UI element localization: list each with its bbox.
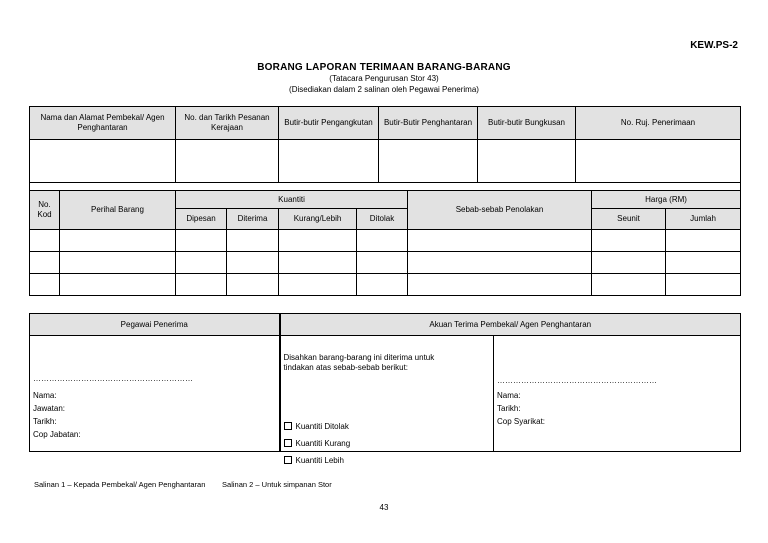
signature-line: …………………………………………………… — [497, 376, 657, 385]
label-r-tarikh: Tarikh: — [497, 404, 521, 413]
input-bungkusan[interactable] — [478, 140, 576, 183]
cell[interactable] — [592, 274, 666, 296]
cell[interactable] — [279, 230, 357, 252]
input-nama-alamat[interactable] — [30, 140, 176, 183]
header-akuan-terima: Akuan Terima Pembekal/ Agen Penghantaran — [280, 314, 741, 336]
header-no-kod: No. Kod — [30, 191, 60, 230]
input-penghantaran[interactable] — [379, 140, 478, 183]
cell[interactable] — [279, 252, 357, 274]
cell[interactable] — [30, 230, 60, 252]
header-pesanan: No. dan Tarikh Pesanan Kerajaan — [176, 107, 279, 140]
checkbox-icon[interactable] — [284, 439, 292, 447]
header-seunit: Seunit — [592, 209, 666, 230]
cell[interactable] — [592, 230, 666, 252]
form-code: KEW.PS-2 — [690, 40, 738, 51]
label-cop-jabatan: Cop Jabatan: — [33, 430, 81, 439]
cell[interactable] — [357, 230, 408, 252]
input-pesanan[interactable] — [176, 140, 279, 183]
header-diterima: Diterima — [227, 209, 279, 230]
cell[interactable] — [176, 230, 227, 252]
header-ditolak: Ditolak — [357, 209, 408, 230]
header-harga: Harga (RM) — [592, 191, 741, 209]
form-subtitle-1: (Tatacara Pengurusan Stor 43) — [329, 74, 439, 83]
disahkan-line-1: Disahkan barang-barang ini diterima untuk — [283, 353, 435, 362]
cell[interactable] — [408, 230, 592, 252]
goods-table-top-strip — [30, 183, 741, 191]
cell[interactable] — [176, 274, 227, 296]
label-kuantiti-ditolak: Kuantiti Ditolak — [295, 422, 349, 431]
pegawai-penerima-panel[interactable] — [30, 336, 280, 452]
cell[interactable] — [30, 252, 60, 274]
header-dipesan: Dipesan — [176, 209, 227, 230]
cell[interactable] — [592, 252, 666, 274]
input-pengangkutan[interactable] — [279, 140, 379, 183]
input-ruj-penerimaan[interactable] — [576, 140, 741, 183]
label-cop-syarikat: Cop Syarikat: — [497, 417, 546, 426]
header-nama-alamat: Nama dan Alamat Pembekal/ Agen Penghantaran — [30, 107, 176, 140]
label-kuantiti-lebih: Kuantiti Lebih — [295, 456, 344, 465]
cell[interactable] — [227, 274, 279, 296]
cell[interactable] — [666, 230, 741, 252]
supplier-details-table — [29, 106, 741, 183]
cell[interactable] — [60, 274, 176, 296]
cell[interactable] — [60, 252, 176, 274]
header-pegawai-penerima: Pegawai Penerima — [30, 314, 280, 336]
table-row — [30, 274, 741, 296]
label-r-nama: Nama: — [497, 391, 521, 400]
cell[interactable] — [408, 274, 592, 296]
option-kuantiti-ditolak[interactable] — [284, 418, 351, 435]
cell[interactable] — [666, 252, 741, 274]
table-row — [30, 252, 741, 274]
cell[interactable] — [227, 230, 279, 252]
disahkan-line-2: tindakan atas sebab-sebab berikut: — [283, 363, 409, 372]
header-bungkusan: Butir-butir Bungkusan — [478, 107, 576, 140]
cell[interactable] — [176, 252, 227, 274]
disahkan-panel[interactable] — [280, 336, 494, 465]
copies-footer: Salinan 1 – Kepada Pembekal/ Agen Penghantaran Salinan 2 – Untuk simpanan Stor — [34, 480, 332, 489]
table-row — [30, 230, 741, 252]
supplier-signature-panel[interactable] — [494, 336, 741, 452]
option-kuantiti-lebih[interactable] — [284, 452, 351, 469]
header-ruj-penerimaan: No. Ruj. Penerimaan — [576, 107, 741, 140]
header-jumlah: Jumlah — [666, 209, 741, 230]
checkbox-icon[interactable] — [284, 422, 292, 430]
signature-line: …………………………………………………… — [33, 374, 193, 383]
cell[interactable] — [357, 274, 408, 296]
header-kurang-lebih: Kurang/Lebih — [279, 209, 357, 230]
form-subtitle-2: (Disediakan dalam 2 salinan oleh Pegawai Penerima) — [289, 85, 479, 94]
goods-table — [29, 182, 741, 296]
label-nama: Nama: — [33, 391, 57, 400]
cell[interactable] — [408, 252, 592, 274]
header-pengangkutan: Butir-butir Pengangkutan — [279, 107, 379, 140]
cell[interactable] — [666, 274, 741, 296]
header-sebab: Sebab-sebab Penolakan — [408, 191, 592, 230]
cell[interactable] — [60, 230, 176, 252]
header-kuantiti: Kuantiti — [176, 191, 408, 209]
label-jawatan: Jawatan: — [33, 404, 66, 413]
option-kuantiti-kurang[interactable] — [284, 435, 351, 452]
header-perihal: Perihal Barang — [60, 191, 176, 230]
header-penghantaran: Butir-Butir Penghantaran — [379, 107, 478, 140]
label-tarikh: Tarikh: — [33, 417, 57, 426]
label-kuantiti-kurang: Kuantiti Kurang — [295, 439, 351, 448]
page-number: 43 — [379, 503, 389, 512]
cell[interactable] — [30, 274, 60, 296]
acknowledgement-table — [29, 313, 741, 465]
checkbox-icon[interactable] — [284, 456, 292, 464]
form-title: BORANG LAPORAN TERIMAAN BARANG-BARANG — [257, 62, 511, 73]
cell[interactable] — [227, 252, 279, 274]
cell[interactable] — [279, 274, 357, 296]
cell[interactable] — [357, 252, 408, 274]
